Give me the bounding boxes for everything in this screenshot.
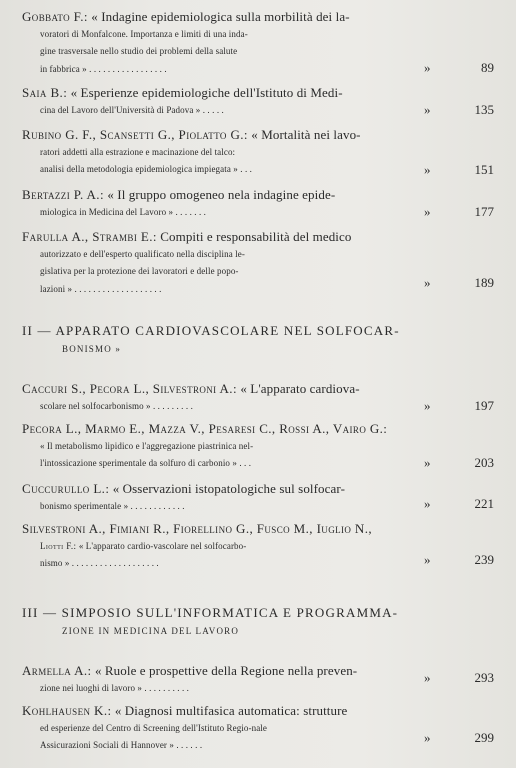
toc-text: « L'apparato cardiova- <box>240 381 360 396</box>
toc-page-number: 221 <box>474 496 494 511</box>
toc-text: « Il gruppo omogeneo nela indagine epide- <box>107 187 336 202</box>
page-marker: » <box>424 670 431 685</box>
section-heading-line: II — APPARATO CARDIOVASCOLARE NEL SOLFOCAR- <box>22 323 400 338</box>
toc-authors: Rubino G. F., Scansetti G., Piolatto G.: <box>22 127 248 142</box>
section-heading <box>22 322 492 358</box>
toc-text: « Ruole e prospettive della Regione nella preven- <box>94 663 358 678</box>
page-marker: » <box>424 60 431 75</box>
toc-authors: Saia B.: <box>22 85 68 100</box>
toc-text: autorizzato e dell'esperto qualificato nella disciplina le- <box>40 248 245 259</box>
section-heading-line: ZIONE IN MEDICINA DEL LAVORO <box>62 626 240 636</box>
toc-authors: Cuccurullo L.: <box>22 481 110 496</box>
toc-text: Compiti e responsabilità del medico <box>160 229 352 244</box>
toc-text: cina del Lavoro dell'Università di Padova » . . . . . <box>40 104 224 115</box>
toc-text: « Indagine epidemiologica sulla morbilità dei la- <box>91 9 350 24</box>
toc-page-number: 177 <box>474 204 494 219</box>
toc-entry <box>22 420 484 473</box>
toc-text: lazioni » . . . . . . . . . . . . . . . . . . . <box>40 283 162 294</box>
toc-entry <box>22 126 484 179</box>
toc-page-number: 89 <box>481 60 494 75</box>
section-heading-line: III — SIMPOSIO SULL'INFORMATICA E PROGRAMMA- <box>22 605 399 620</box>
toc-entry <box>22 702 484 755</box>
toc-entry <box>22 380 484 415</box>
page-marker: » <box>424 275 431 290</box>
toc-authors: Armella A.: <box>22 663 92 678</box>
toc-text: « Osservazioni istopatologiche sul solfocar- <box>112 481 345 496</box>
page-marker: » <box>424 162 431 177</box>
toc-text: gine trasversale nello studio dei problemi della salute <box>40 46 238 57</box>
toc-text: « Il metabolismo lipidico e l'aggregazione piastrinica nel- <box>40 440 254 451</box>
toc-entry <box>22 186 484 221</box>
toc-text: « Diagnosi multifasica automatica: strutture <box>114 703 348 718</box>
toc-text: « Mortalità nei lavo- <box>251 127 361 142</box>
toc-authors: Pecora L., Marmo E., Mazza V., Pesaresi C., Rossi A., Vairo G.: <box>22 421 388 436</box>
toc-page-number: 135 <box>474 102 494 117</box>
page-marker: » <box>424 552 431 567</box>
page-marker: » <box>424 455 431 470</box>
toc-entry-line <box>22 8 484 26</box>
section-heading-line: BONISMO » <box>62 344 122 354</box>
toc-page-number: 203 <box>474 455 494 470</box>
page-marker: » <box>424 204 431 219</box>
toc-entry <box>22 8 484 78</box>
toc-entry <box>22 520 484 573</box>
toc-text: ed esperienze del Centro di Screening dell'Istituto Regio-nale <box>40 722 267 733</box>
toc-text: gislativa per la protezione dei lavoratori e delle popo- <box>40 266 239 277</box>
page-marker: » <box>424 398 431 413</box>
toc-authors: Kohlhausen K.: <box>22 703 112 718</box>
section-heading <box>22 604 492 640</box>
toc-entry <box>22 84 484 119</box>
toc-authors: Bertazzi P. A.: <box>22 187 104 202</box>
toc-text: « Esperienze epidemiologiche dell'Istituto di Medi- <box>70 85 343 100</box>
toc-text: bonismo sperimentale » . . . . . . . . . . . . <box>40 500 185 511</box>
page-marker: » <box>424 102 431 117</box>
toc-text: miologica in Medicina del Lavoro » . . . . . . . <box>40 206 207 217</box>
toc-text: l'intossicazione sperimentale da solfuro di carbonio » . . . <box>40 458 252 469</box>
toc-page-number: 189 <box>474 275 494 290</box>
toc-page-number: 293 <box>474 670 494 685</box>
toc-page-number: 239 <box>474 552 494 567</box>
toc-text: ratori addetti alla estrazione e macinazione del talco: <box>40 146 236 157</box>
toc-text: Assicurazioni Sociali di Hannover » . . . . . . <box>40 740 203 751</box>
toc-entry <box>22 480 484 515</box>
toc-authors: Caccuri S., Pecora L., Silvestroni A.: <box>22 381 237 396</box>
toc-text: voratori di Monfalcone. Importanza e limiti di una inda- <box>40 28 248 39</box>
toc-page-number: 299 <box>474 730 494 745</box>
page-marker: » <box>424 730 431 745</box>
toc-text: « L'apparato cardio-vascolare nel solfocarbo- <box>78 540 247 551</box>
toc-text: nismo » . . . . . . . . . . . . . . . . . . . <box>40 558 159 569</box>
toc-text: zione nei luoghi di lavoro » . . . . . . . . . . <box>40 682 190 693</box>
toc-text: in fabbrica » . . . . . . . . . . . . . . . . . <box>40 63 167 74</box>
toc-page-number: 197 <box>474 398 494 413</box>
toc-text: scolare nel solfocarbonismo » . . . . . . . . . <box>40 400 193 411</box>
toc-authors: Silvestroni A., Fimiani R., Fiorellino G., Fusco M., Iuglio N., <box>22 521 373 536</box>
toc-entry <box>22 662 484 697</box>
toc-page-number: 151 <box>474 162 494 177</box>
toc-entry <box>22 228 484 298</box>
page-marker: » <box>424 496 431 511</box>
toc-authors: Gobbato F.: <box>22 9 88 24</box>
toc-authors: Liotti F.: <box>40 540 77 551</box>
toc-authors: Farulla A., Strambi E.: <box>22 229 157 244</box>
toc-text: analisi della metodologia epidemiologica impiegata » . . . <box>40 164 252 175</box>
